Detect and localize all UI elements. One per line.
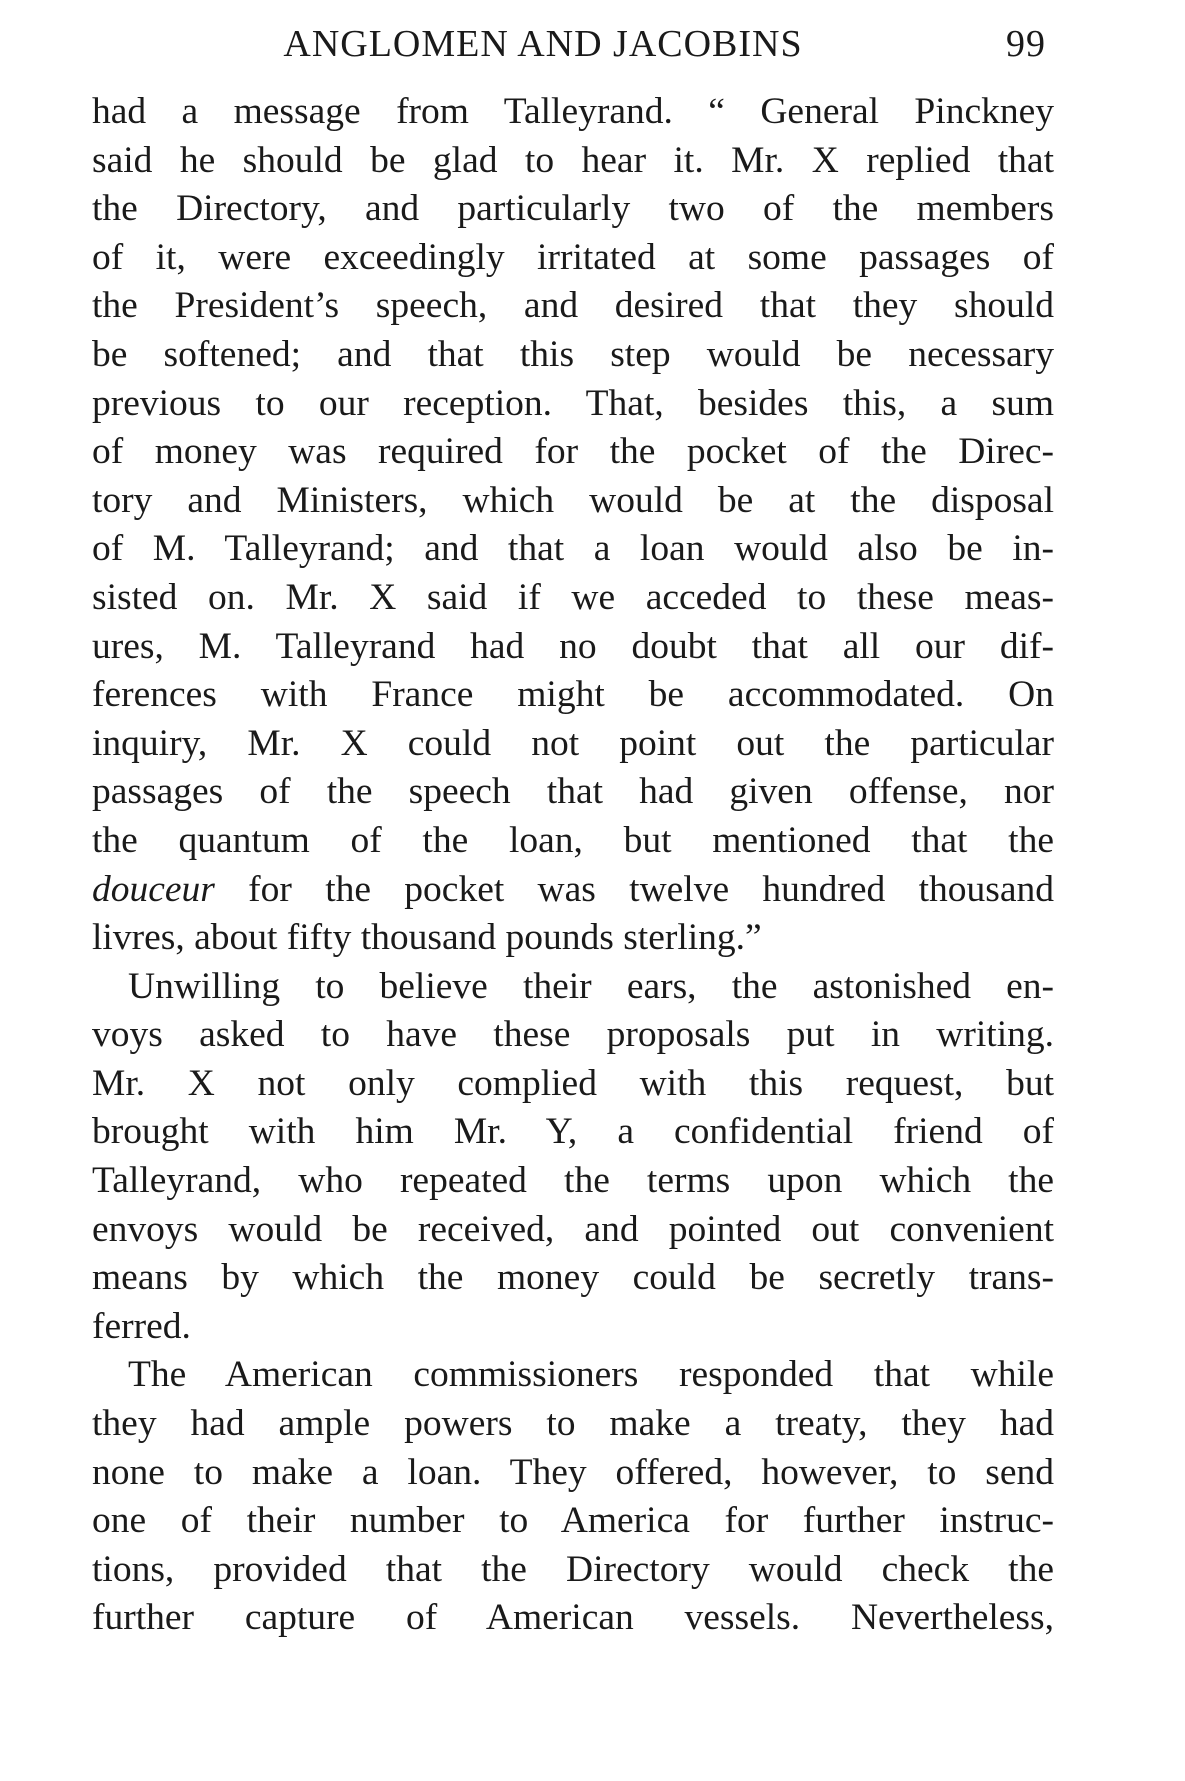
text-line: previous to our reception. That, besides this, a sum — [92, 382, 1054, 424]
text-line: inquiry, Mr. X could not point out the particular — [92, 722, 1054, 764]
italic-word: douceur — [92, 868, 215, 910]
text-line: Mr. X not only complied with this request, but — [92, 1062, 1054, 1104]
paragraph-3 — [92, 1351, 1054, 1643]
running-head — [92, 18, 1054, 88]
text-line: ferences with France might be accommodated. On — [92, 674, 1054, 716]
text-line: the Directory, and particularly two of the members — [92, 188, 1054, 230]
text-line: of it, were exceedingly irritated at some passages of — [92, 236, 1054, 278]
text-line: means by which the money could be secretly trans- — [92, 1257, 1054, 1299]
text-fragment: for the pocket was twelve hundred thousand — [214, 868, 1054, 910]
text-line: they had ample powers to make a treaty, they had — [92, 1403, 1054, 1445]
book-page — [92, 18, 1054, 1643]
text-line: ures, M. Talleyrand had no doubt that all our dif- — [92, 625, 1054, 667]
text-line: of money was required for the pocket of the Direc- — [92, 431, 1054, 473]
running-title: ANGLOMEN AND JACOBINS — [283, 23, 803, 65]
text-line-last: ferred. — [92, 1305, 191, 1347]
text-line: passages of the speech that had given offense, nor — [92, 771, 1054, 813]
text-line: had a message from Talleyrand. “ General Pinckney — [92, 91, 1054, 132]
text-line: brought with him Mr. Y, a confidential friend of — [92, 1111, 1054, 1153]
text-line: the quantum of the loan, but mentioned that the — [92, 819, 1054, 861]
text-line-italic — [92, 866, 1054, 915]
text-line: tions, provided that the Directory would check the — [92, 1548, 1054, 1590]
text-line-last: livres, about fifty thousand pounds sterling.” — [92, 917, 762, 959]
text-line: none to make a loan. They offered, however, to send — [92, 1451, 1054, 1493]
page-number: 99 — [1006, 23, 1046, 65]
text-line: envoys would be received, and pointed out convenient — [92, 1208, 1054, 1250]
body-text — [92, 88, 1054, 1643]
text-line: said he should be glad to hear it. Mr. X replied that — [92, 139, 1054, 181]
text-line: Talleyrand, who repeated the terms upon which the — [92, 1160, 1054, 1202]
text-line: voys asked to have these proposals put in writing. — [92, 1014, 1054, 1056]
text-line: one of their number to America for further instruc- — [92, 1500, 1054, 1542]
text-line: of M. Talleyrand; and that a loan would also be in- — [92, 528, 1054, 570]
text-line-first: The American commissioners responded that while — [128, 1354, 1054, 1396]
paragraph-2 — [92, 963, 1054, 1352]
text-line: the President’s speech, and desired that they should — [92, 285, 1054, 327]
text-line: sisted on. Mr. X said if we acceded to these meas- — [92, 576, 1054, 618]
text-line: tory and Ministers, which would be at the disposal — [92, 479, 1054, 521]
text-line: further capture of American vessels. Nevertheless, — [92, 1597, 1054, 1639]
text-line-first: Unwilling to believe their ears, the astonished en- — [128, 965, 1054, 1007]
text-line: be softened; and that this step would be necessary — [92, 333, 1054, 375]
paragraph-1 — [92, 88, 1054, 963]
